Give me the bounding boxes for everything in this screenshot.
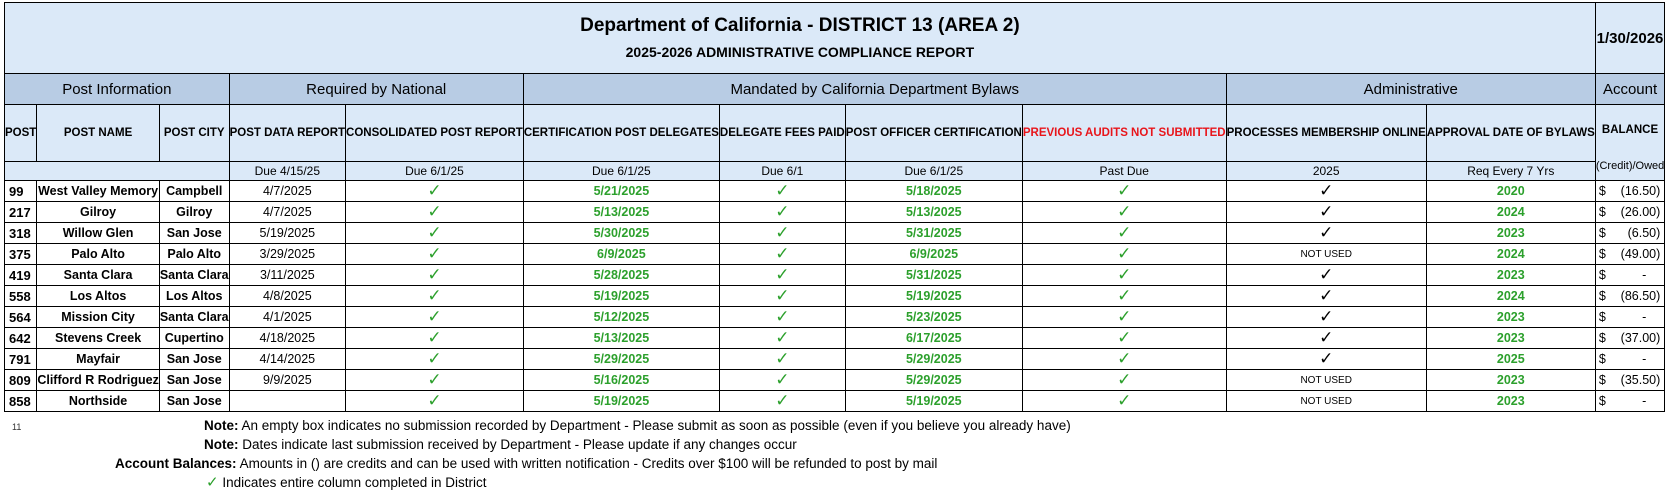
- currency-symbol: $: [1598, 205, 1606, 219]
- check-icon: ✓: [346, 328, 524, 349]
- group-administrative: Administrative: [1226, 74, 1595, 105]
- page-number: 11: [12, 422, 22, 432]
- cell-post: 217: [5, 202, 37, 223]
- report-title-cell: [5, 3, 1596, 74]
- cell-balance: [1595, 307, 1664, 328]
- currency-symbol: $: [1598, 394, 1606, 408]
- report-subtitle: 2025-2026 ADMINISTRATIVE COMPLIANCE REPORT: [625, 44, 975, 60]
- check-icon: ✓: [719, 181, 845, 202]
- col-post-name: POST NAME: [37, 105, 160, 162]
- check-icon: ✓: [719, 307, 845, 328]
- currency-symbol: $: [1598, 310, 1606, 324]
- col-balance: [1595, 105, 1664, 181]
- check-icon: ✓: [1022, 370, 1226, 391]
- col-processes-membership: PROCESSES MEMBERSHIP ONLINE: [1226, 105, 1426, 162]
- group-required-by-national: Required by National: [229, 74, 523, 105]
- col-approval-date-bylaws: APPROVAL DATE OF BYLAWS: [1426, 105, 1595, 162]
- due-cert-delegates: Due 6/1/25: [523, 162, 719, 181]
- check-icon: ✓: [1022, 307, 1226, 328]
- check-icon: ✓: [1022, 349, 1226, 370]
- note-label: Note:: [204, 418, 239, 433]
- currency-symbol: $: [1598, 247, 1606, 261]
- currency-symbol: $: [1598, 268, 1606, 282]
- note-dates: [204, 437, 797, 452]
- compliance-report-table: [4, 2, 1665, 412]
- cell-officer-cert: 5/31/2025: [845, 223, 1022, 244]
- cell-post-city: Santa Clara: [159, 265, 229, 286]
- col-consolidated-post-report: CONSOLIDATED POST REPORT: [346, 105, 524, 162]
- group-mandated-bylaws: Mandated by California Department Bylaws: [523, 74, 1226, 105]
- cell-post: 375: [5, 244, 37, 265]
- due-balance: (Credit)/Owed: [1595, 159, 1665, 172]
- cell-cert-delegates: 5/29/2025: [523, 349, 719, 370]
- cell-post-city: Campbell: [159, 181, 229, 202]
- note-label: Note:: [204, 437, 239, 452]
- due-officer-cert: Due 6/1/25: [845, 162, 1022, 181]
- check-icon: ✓: [346, 349, 524, 370]
- cell-cert-delegates: 5/16/2025: [523, 370, 719, 391]
- check-icon: ✓: [1226, 286, 1426, 307]
- note-text: Amounts in () are credits and can be used with written notification - Credits over $100 will be refunded to post by mail: [239, 456, 938, 471]
- cell-officer-cert: 5/19/2025: [845, 391, 1022, 412]
- cell-processes: NOT USED: [1226, 370, 1426, 391]
- table-row: [5, 391, 1665, 412]
- cell-post-data-report: [229, 391, 345, 412]
- cell-balance: [1595, 223, 1664, 244]
- cell-approval-year: 2023: [1426, 223, 1595, 244]
- check-icon: ✓: [1226, 328, 1426, 349]
- group-account: Account: [1595, 74, 1664, 105]
- cell-balance: [1595, 286, 1664, 307]
- check-icon: ✓: [346, 307, 524, 328]
- cell-post-data-report: 4/7/2025: [229, 202, 345, 223]
- cell-cert-delegates: 5/19/2025: [523, 391, 719, 412]
- balance-amount: -: [1642, 352, 1647, 366]
- due-delegate-fees: Due 6/1: [719, 162, 845, 181]
- col-post-city: POST CITY: [159, 105, 229, 162]
- check-icon: ✓: [1022, 265, 1226, 286]
- cell-post-city: Gilroy: [159, 202, 229, 223]
- title-row: [5, 3, 1665, 74]
- check-icon: ✓: [1022, 223, 1226, 244]
- green-check-icon: ✓: [206, 474, 219, 491]
- check-icon: ✓: [346, 370, 524, 391]
- cell-post-name: Gilroy: [37, 202, 160, 223]
- currency-symbol: $: [1598, 373, 1606, 387]
- note-text: An empty box indicates no submission recorded by Department - Please submit as soon as possible (even if you believe you already have): [241, 418, 1071, 433]
- currency-symbol: $: [1598, 184, 1606, 198]
- check-icon: ✓: [719, 349, 845, 370]
- cell-post-name: Northside: [37, 391, 160, 412]
- cell-post-name: Palo Alto: [37, 244, 160, 265]
- cell-balance: [1595, 202, 1664, 223]
- cell-officer-cert: 5/29/2025: [845, 349, 1022, 370]
- check-icon: ✓: [1226, 223, 1426, 244]
- check-icon: ✓: [1226, 349, 1426, 370]
- cell-approval-year: 2024: [1426, 202, 1595, 223]
- cell-approval-year: 2023: [1426, 328, 1595, 349]
- group-post-information: Post Information: [5, 74, 230, 105]
- due-consolidated: Due 6/1/25: [346, 162, 524, 181]
- cell-post-data-report: 9/9/2025: [229, 370, 345, 391]
- balance-amount: -: [1642, 310, 1647, 324]
- currency-symbol: $: [1598, 352, 1606, 366]
- col-certification-post-delegates: CERTIFICATION POST DELEGATES: [523, 105, 719, 162]
- cell-post: 558: [5, 286, 37, 307]
- check-icon: ✓: [346, 202, 524, 223]
- cell-post-name: Willow Glen: [37, 223, 160, 244]
- cell-post-data-report: 5/19/2025: [229, 223, 345, 244]
- check-icon: ✓: [1022, 202, 1226, 223]
- balance-amount: -: [1642, 394, 1647, 408]
- cell-post: 564: [5, 307, 37, 328]
- cell-approval-year: 2023: [1426, 370, 1595, 391]
- cell-post-city: Palo Alto: [159, 244, 229, 265]
- cell-post-city: Santa Clara: [159, 307, 229, 328]
- cell-post-name: Los Altos: [37, 286, 160, 307]
- check-icon: ✓: [719, 265, 845, 286]
- table-row: [5, 286, 1665, 307]
- cell-post-city: San Jose: [159, 223, 229, 244]
- cell-post-data-report: 3/29/2025: [229, 244, 345, 265]
- cell-post-data-report: 4/7/2025: [229, 181, 345, 202]
- cell-approval-year: 2024: [1426, 286, 1595, 307]
- cell-officer-cert: 5/18/2025: [845, 181, 1022, 202]
- cell-cert-delegates: 5/28/2025: [523, 265, 719, 286]
- cell-post-city: San Jose: [159, 349, 229, 370]
- balance-amount: (16.50): [1620, 184, 1661, 198]
- cell-balance: [1595, 349, 1664, 370]
- currency-symbol: $: [1598, 289, 1606, 303]
- cell-cert-delegates: 5/19/2025: [523, 286, 719, 307]
- col-post-officer-certification: POST OFFICER CERTIFICATION: [845, 105, 1022, 162]
- note-account-balances: [115, 456, 937, 471]
- balance-amount: (86.50): [1620, 289, 1661, 303]
- cell-post-city: San Jose: [159, 391, 229, 412]
- column-header-row: [5, 105, 1665, 162]
- col-delegate-fees-paid: DELEGATE FEES PAID: [719, 105, 845, 162]
- table-row: [5, 307, 1665, 328]
- check-icon: ✓: [346, 265, 524, 286]
- check-icon: ✓: [719, 223, 845, 244]
- cell-balance: [1595, 328, 1664, 349]
- cell-post: 809: [5, 370, 37, 391]
- cell-balance: [1595, 265, 1664, 286]
- col-post: POST: [5, 105, 37, 162]
- check-icon: ✓: [719, 391, 845, 412]
- cell-officer-cert: 5/13/2025: [845, 202, 1022, 223]
- cell-cert-delegates: 6/9/2025: [523, 244, 719, 265]
- balance-amount: (37.00): [1620, 331, 1661, 345]
- cell-post-city: Los Altos: [159, 286, 229, 307]
- legend-text: Indicates entire column completed in District: [222, 475, 487, 490]
- group-header-row: [5, 74, 1665, 105]
- cell-post-name: Mission City: [37, 307, 160, 328]
- cell-cert-delegates: 5/30/2025: [523, 223, 719, 244]
- balance-amount: (6.50): [1627, 226, 1661, 240]
- cell-officer-cert: 5/19/2025: [845, 286, 1022, 307]
- cell-post: 858: [5, 391, 37, 412]
- cell-balance: [1595, 181, 1664, 202]
- note-label: Account Balances:: [115, 456, 237, 471]
- cell-post-name: Stevens Creek: [37, 328, 160, 349]
- cell-post: 642: [5, 328, 37, 349]
- check-icon: ✓: [719, 202, 845, 223]
- cell-post: 419: [5, 265, 37, 286]
- cell-officer-cert: 5/23/2025: [845, 307, 1022, 328]
- note-legend: [206, 473, 486, 491]
- cell-cert-delegates: 5/13/2025: [523, 202, 719, 223]
- cell-post-name: Santa Clara: [37, 265, 160, 286]
- check-icon: ✓: [719, 370, 845, 391]
- check-icon: ✓: [1022, 328, 1226, 349]
- balance-amount: -: [1642, 268, 1647, 282]
- cell-approval-year: 2023: [1426, 391, 1595, 412]
- cell-approval-year: 2023: [1426, 307, 1595, 328]
- cell-cert-delegates: 5/12/2025: [523, 307, 719, 328]
- cell-officer-cert: 6/17/2025: [845, 328, 1022, 349]
- due-prev-audits: Past Due: [1022, 162, 1226, 181]
- note-text: Dates indicate last submission received by Department - Please update if any changes occur: [242, 437, 797, 452]
- table-row: [5, 244, 1665, 265]
- table-row: [5, 181, 1665, 202]
- col-previous-audits: PREVIOUS AUDITS NOT SUBMITTED: [1022, 105, 1226, 162]
- check-icon: ✓: [1022, 391, 1226, 412]
- table-row: [5, 202, 1665, 223]
- cell-post-data-report: 4/8/2025: [229, 286, 345, 307]
- table-row: [5, 223, 1665, 244]
- check-icon: ✓: [719, 328, 845, 349]
- cell-approval-year: 2023: [1426, 265, 1595, 286]
- cell-balance: [1595, 244, 1664, 265]
- check-icon: ✓: [346, 244, 524, 265]
- cell-post-name: West Valley Memory: [37, 181, 160, 202]
- check-icon: ✓: [1226, 181, 1426, 202]
- check-icon: ✓: [1226, 307, 1426, 328]
- cell-post-city: Cupertino: [159, 328, 229, 349]
- cell-post-name: Clifford R Rodriguez: [37, 370, 160, 391]
- balance-amount: (35.50): [1620, 373, 1661, 387]
- cell-post-data-report: 4/14/2025: [229, 349, 345, 370]
- check-icon: ✓: [1226, 265, 1426, 286]
- cell-post-data-report: 4/1/2025: [229, 307, 345, 328]
- check-icon: ✓: [346, 223, 524, 244]
- cell-post-data-report: 4/18/2025: [229, 328, 345, 349]
- currency-symbol: $: [1598, 226, 1606, 240]
- due-post-data-report: Due 4/15/25: [229, 162, 345, 181]
- col-balance-label: BALANCE: [1601, 123, 1659, 136]
- check-icon: ✓: [719, 244, 845, 265]
- balance-amount: (26.00): [1620, 205, 1661, 219]
- cell-approval-year: 2024: [1426, 244, 1595, 265]
- check-icon: ✓: [1022, 286, 1226, 307]
- check-icon: ✓: [1022, 244, 1226, 265]
- cell-approval-year: 2020: [1426, 181, 1595, 202]
- cell-processes: NOT USED: [1226, 391, 1426, 412]
- check-icon: ✓: [346, 286, 524, 307]
- due-date-row: [5, 162, 1665, 181]
- cell-cert-delegates: 5/13/2025: [523, 328, 719, 349]
- cell-post-city: San Jose: [159, 370, 229, 391]
- cell-officer-cert: 5/29/2025: [845, 370, 1022, 391]
- table-row: [5, 370, 1665, 391]
- col-post-data-report: POST DATA REPORT: [229, 105, 345, 162]
- check-icon: ✓: [719, 286, 845, 307]
- check-icon: ✓: [346, 181, 524, 202]
- due-spacer: [5, 162, 230, 181]
- cell-officer-cert: 5/31/2025: [845, 265, 1022, 286]
- cell-post-name: Mayfair: [37, 349, 160, 370]
- cell-post: 318: [5, 223, 37, 244]
- currency-symbol: $: [1598, 331, 1606, 345]
- due-approval: Req Every 7 Yrs: [1426, 162, 1595, 181]
- balance-amount: (49.00): [1620, 247, 1661, 261]
- check-icon: ✓: [346, 391, 524, 412]
- cell-approval-year: 2025: [1426, 349, 1595, 370]
- table-row: [5, 349, 1665, 370]
- cell-post-data-report: 3/11/2025: [229, 265, 345, 286]
- table-row: [5, 265, 1665, 286]
- cell-processes: NOT USED: [1226, 244, 1426, 265]
- report-date: 1/30/2026: [1595, 3, 1664, 74]
- cell-cert-delegates: 5/21/2025: [523, 181, 719, 202]
- check-icon: ✓: [1022, 181, 1226, 202]
- report-title: Department of California - DISTRICT 13 (AREA 2): [580, 15, 1020, 36]
- cell-officer-cert: 6/9/2025: [845, 244, 1022, 265]
- check-icon: ✓: [1226, 202, 1426, 223]
- cell-post: 791: [5, 349, 37, 370]
- cell-post: 99: [5, 181, 37, 202]
- note-empty-box: [204, 418, 1071, 433]
- table-row: [5, 328, 1665, 349]
- cell-balance: [1595, 391, 1664, 412]
- cell-balance: [1595, 370, 1664, 391]
- due-processes: 2025: [1226, 162, 1426, 181]
